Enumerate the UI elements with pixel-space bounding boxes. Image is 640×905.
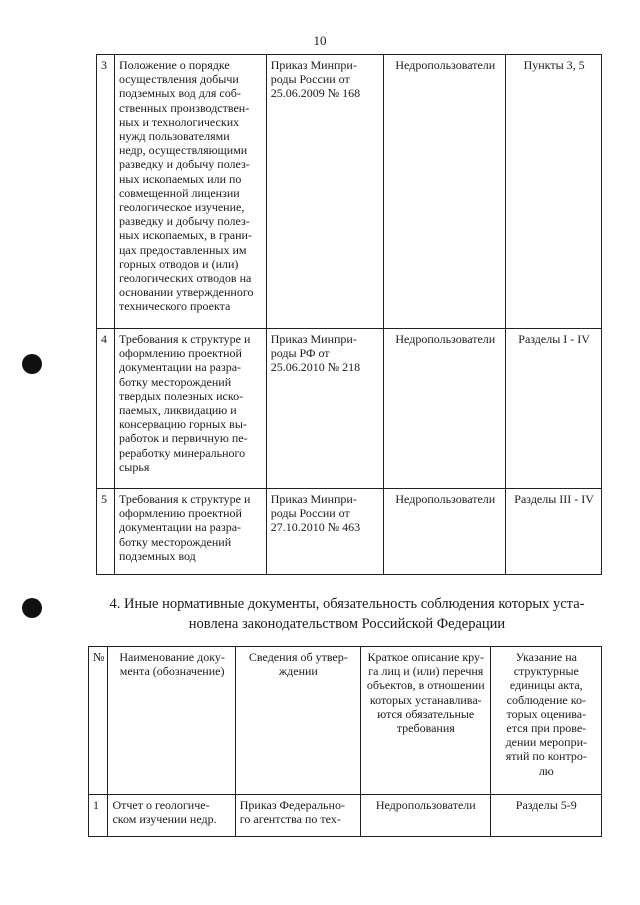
row-number: 1	[89, 795, 108, 837]
approval-info: Приказ Минпри- роды РФ от 25.06.2010 № 218	[266, 329, 384, 489]
column-header-units: Указание на структурные единицы акта, соблюдение ко- торых оценива- ется при прове- дении меропри- ятий по контро- лю	[490, 647, 601, 795]
subjects: Недропользователи	[360, 795, 490, 837]
punch-hole-marker	[22, 354, 42, 374]
structural-units: Разделы III - IV	[506, 489, 602, 575]
column-header-name: Наименование доку- мента (обозначение)	[108, 647, 235, 795]
structural-units: Пункты 3, 5	[506, 55, 602, 329]
table-row	[97, 329, 602, 489]
document-name: Требования к структуре и оформлению проектной документации на разра- ботку месторождений подземных вод	[114, 489, 266, 575]
column-header-number: №	[89, 647, 108, 795]
subjects: Недропользователи	[384, 329, 506, 489]
table-row	[89, 795, 602, 837]
document-name: Требования к структуре и оформлению проектной документации на разра- ботку месторождений твердых полезных иско- паемых, ликвидацию и консервацию горных вы- работок и первичную пе- реработку минерального сырья	[114, 329, 266, 489]
section-heading: 4. Иные нормативные документы, обязательность соблюдения которых уста- новлена законодательством Российской Федерации	[109, 596, 585, 632]
approval-info: Приказ Минпри- роды России от 25.06.2009 № 168	[266, 55, 384, 329]
table-header-row	[89, 647, 602, 795]
row-number: 4	[97, 329, 115, 489]
table-row	[97, 55, 602, 329]
structural-units: Разделы I - IV	[506, 329, 602, 489]
subjects: Недропользователи	[384, 489, 506, 575]
table-row	[97, 489, 602, 575]
row-number: 5	[97, 489, 115, 575]
regulations-table-continued	[96, 54, 602, 575]
document-name: Отчет о геологиче- ском изучении недр.	[108, 795, 235, 837]
punch-hole-marker	[22, 598, 42, 618]
structural-units: Разделы 5-9	[490, 795, 601, 837]
subjects: Недропользователи	[384, 55, 506, 329]
page-number: 10	[313, 33, 327, 48]
column-header-approval: Сведения об утвер- ждении	[235, 647, 360, 795]
approval-info: Приказ Минпри- роды России от 27.10.2010 № 463	[266, 489, 384, 575]
column-header-description: Краткое описание кру- га лиц и (или) перечня объектов, в отношении которых устанавлива- ются обязательные требования	[360, 647, 490, 795]
document-name: Положение о порядке осуществления добычи подземных вод для соб- ственных производствен- ных и технологических нужд пользователями недр, осуществляющими разведку и добычу полез- ных ископаемых или по совмещенной лицензии геологическое изучение, разведку и добычу полез- ных ископаемых, в грани- цах предоставленных им горных отводов и (или) геологических отводов на основании утвержденного технического проекта	[114, 55, 266, 329]
other-documents-table	[88, 646, 602, 837]
approval-info: Приказ Федерально- го агентства по тех-	[235, 795, 360, 837]
row-number: 3	[97, 55, 115, 329]
